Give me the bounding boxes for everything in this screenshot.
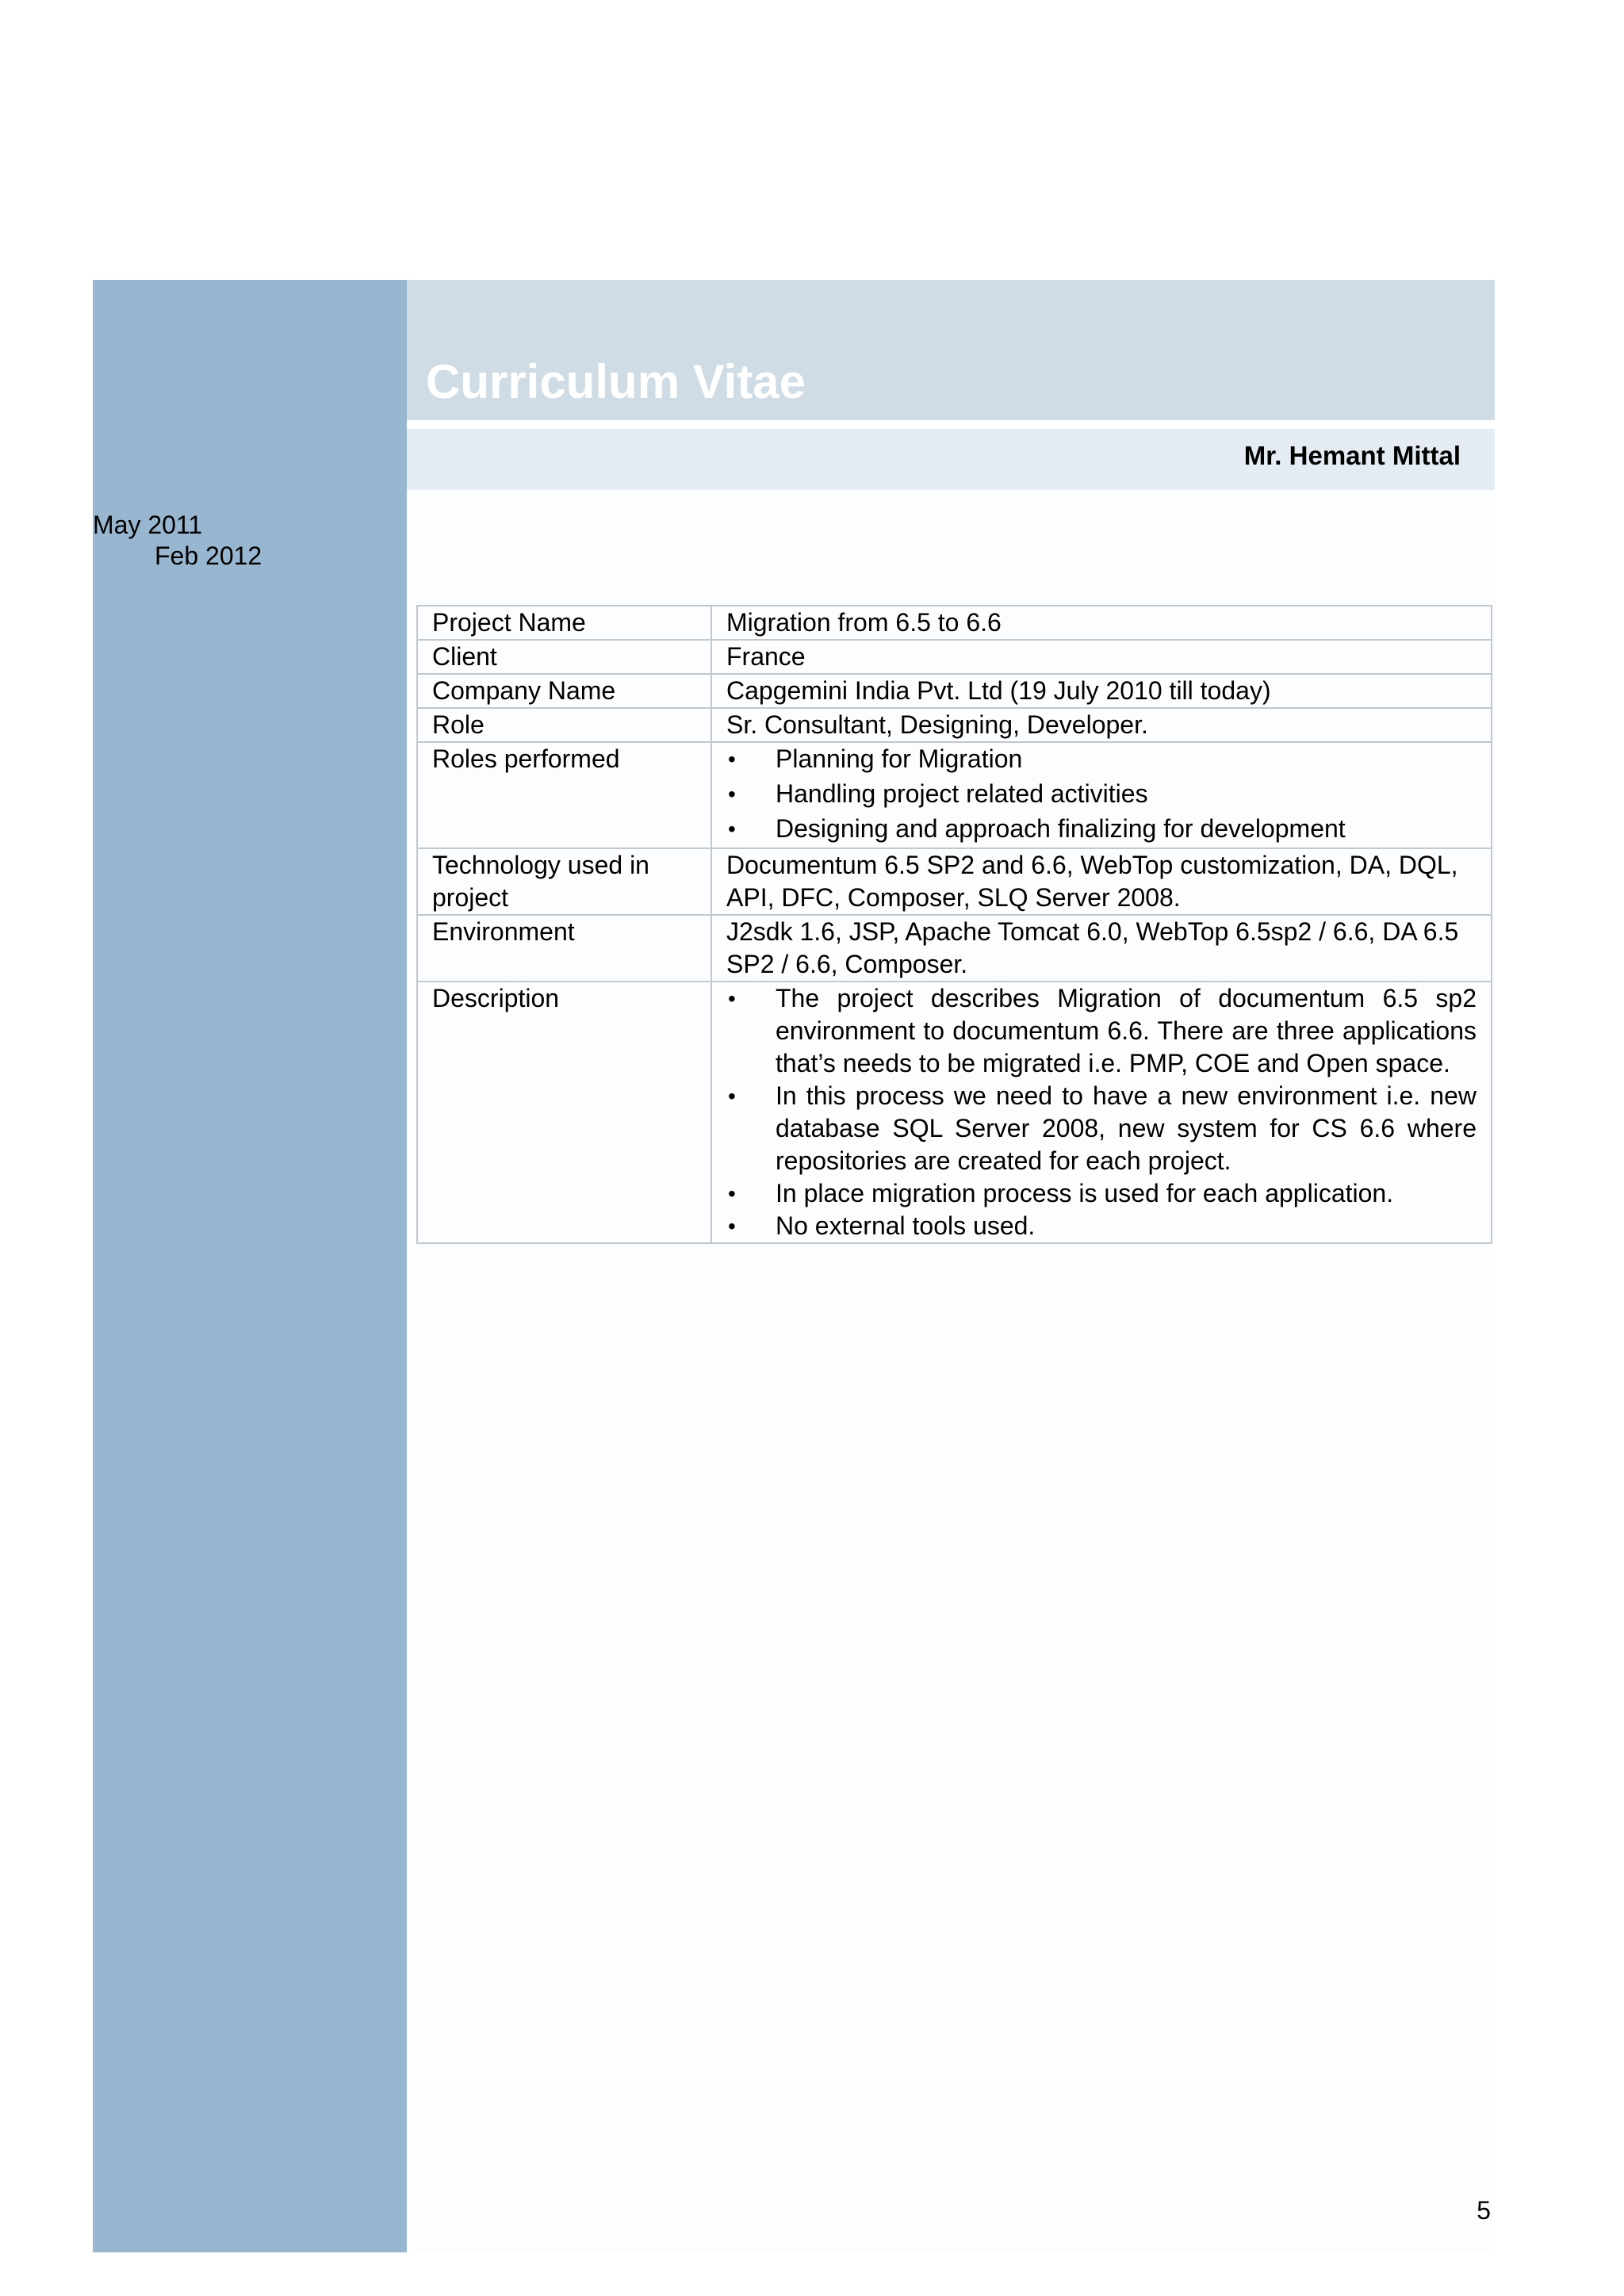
row-value-company: Capgemini India Pvt. Ltd (19 July 2010 till today) <box>711 674 1492 708</box>
roles-list <box>726 743 1477 845</box>
row-value-project-name: Migration from 6.5 to 6.6 <box>711 606 1492 640</box>
row-label-environment: Environment <box>417 915 711 982</box>
list-item: • No external tools used. <box>726 1210 1477 1242</box>
table-row <box>417 742 1492 848</box>
row-label-roles-performed: Roles performed <box>417 742 711 848</box>
table-row <box>417 640 1492 674</box>
row-value-client: France <box>711 640 1492 674</box>
row-value-environment: J2sdk 1.6, JSP, Apache Tomcat 6.0, WebTop 6.5sp2 / 6.6, DA 6.5 SP2 / 6.6, Composer. <box>711 915 1492 982</box>
row-label-company: Company Name <box>417 674 711 708</box>
row-label-role: Role <box>417 708 711 742</box>
list-item: • In this process we need to have a new environment i.e. new database SQL Server 2008, new system for CS 6.6 where repositories are created for each project. <box>726 1080 1477 1177</box>
row-label-description: Description <box>417 982 711 1243</box>
table-row <box>417 674 1492 708</box>
period-end: Feb 2012 <box>155 541 262 570</box>
sidebar-band <box>93 280 407 2252</box>
row-label-technology: Technology used in project <box>417 848 711 915</box>
table-row <box>417 982 1492 1243</box>
page-number: 5 <box>1477 2196 1491 2225</box>
project-details-table <box>416 605 1492 1244</box>
row-value-technology: Documentum 6.5 SP2 and 6.6, WebTop customization, DA, DQL, API, DFC, Composer, SLQ Server 2008. <box>711 848 1492 915</box>
table-row <box>417 915 1492 982</box>
list-item: • The project describes Migration of documentum 6.5 sp2 environment to documentum 6.6. There are three applications that’s needs to be migrated i.e. PMP, COE and Open space. <box>726 982 1477 1080</box>
list-item: • In place migration process is used for each application. <box>726 1177 1477 1210</box>
row-label-client: Client <box>417 640 711 674</box>
list-item: • Designing and approach finalizing for development <box>726 813 1477 845</box>
row-value-description <box>711 982 1492 1243</box>
row-label-project-name: Project Name <box>417 606 711 640</box>
table-row <box>417 606 1492 640</box>
period-start: May 2011 <box>93 511 203 539</box>
table-row <box>417 848 1492 915</box>
list-item: • Handling project related activities <box>726 778 1477 810</box>
list-item: • Planning for Migration <box>726 743 1477 775</box>
candidate-name: Mr. Hemant Mittal <box>1243 441 1461 470</box>
row-value-roles-performed <box>711 742 1492 848</box>
table-row <box>417 708 1492 742</box>
page-title: Curriculum Vitae <box>426 355 806 408</box>
description-list <box>726 982 1477 1242</box>
row-value-role: Sr. Consultant, Designing, Developer. <box>711 708 1492 742</box>
